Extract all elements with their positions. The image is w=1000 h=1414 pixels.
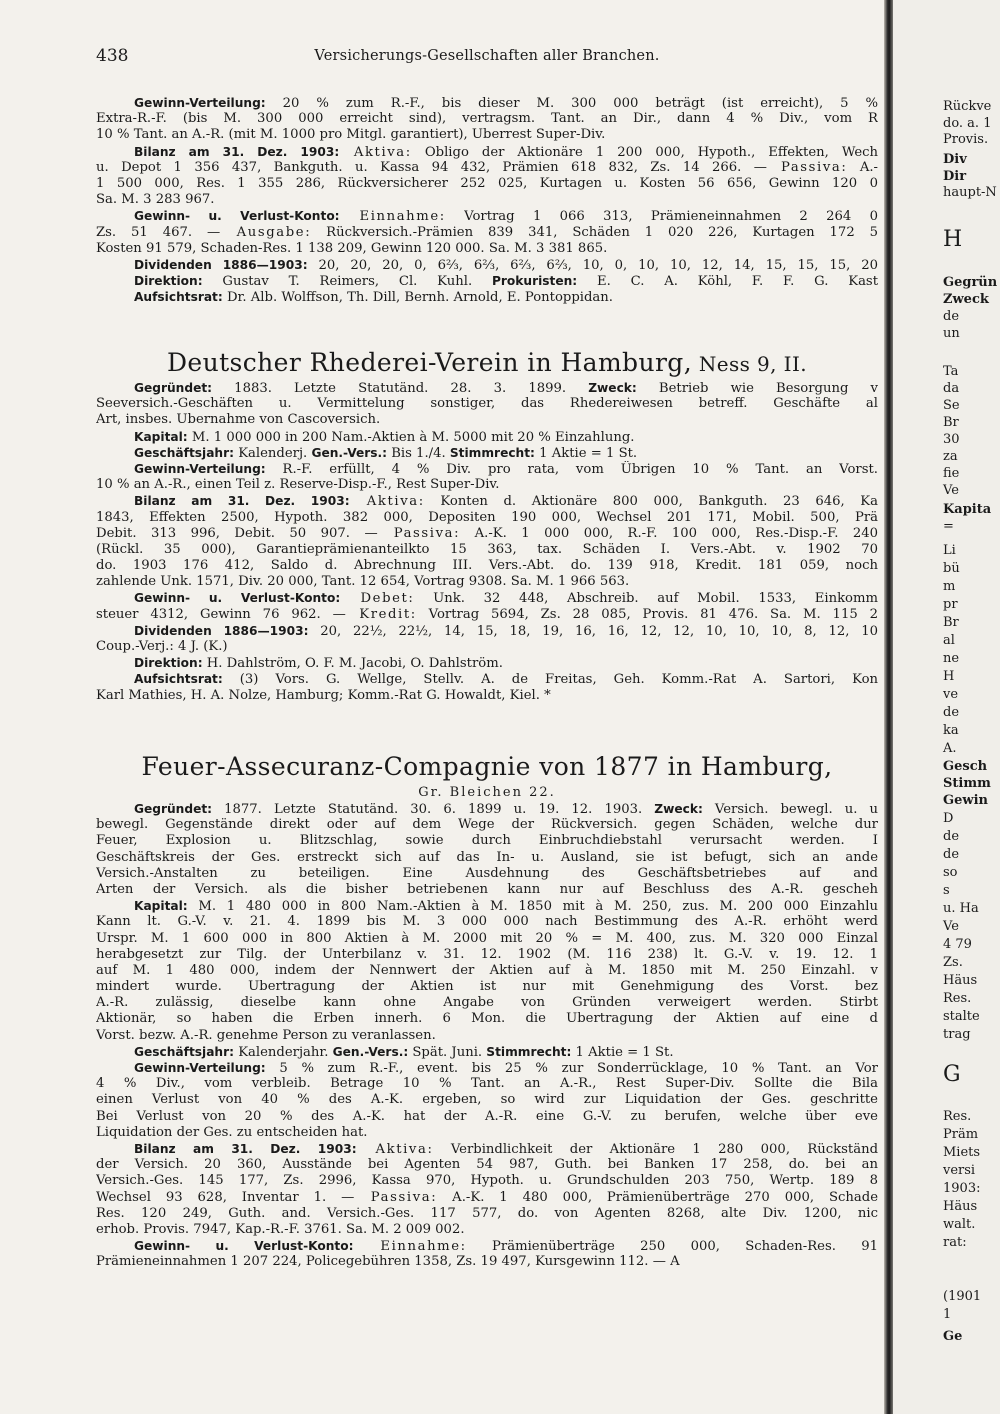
text-line — [96, 801, 878, 817]
field-text: Versich.-Ges. 145 177, Zs. 2996, Kassa 970, Hypoth. u. Grundschulden 203 750, Wertp. 189 8 — [96, 1173, 878, 1189]
text-line — [96, 688, 878, 704]
field-label: Aufsichtsrat: — [134, 672, 223, 687]
company-entry — [96, 752, 878, 1270]
field-label: Prokuristen: — [491, 274, 578, 289]
adjacent-text-fragment: m — [943, 579, 956, 594]
adjacent-text-fragment: Br — [943, 615, 959, 630]
adjacent-text-fragment: Dir — [943, 169, 967, 184]
entry-body — [96, 95, 878, 305]
text-line — [96, 1206, 878, 1222]
field-text: do. 1903 176 412, Saldo d. Abrechnung III. Vers.-Abt. do. 139 918, Kredit. 181 059, noch — [96, 558, 878, 574]
adjacent-text-fragment: Zs. — [943, 955, 963, 970]
field-text: Unk. 32 448, Abschreib. auf Mobil. 1533, Einkomm — [414, 591, 878, 607]
text-line — [96, 461, 878, 477]
field-text: Extra-R.-F. (bis M. 300 000 erreicht sind), vertragsm. Tant. an Dir., dann 4 % Div., vom R — [96, 111, 878, 127]
field-text: bewegl. Gegenstände direkt oder auf dem Wege der Rückversich. gegen Schäden, welche dur — [96, 817, 878, 833]
company-address: Ness 9, II. — [692, 352, 808, 376]
adjacent-text-fragment: Res. — [943, 991, 972, 1006]
text-line — [96, 144, 878, 160]
field-text: Dr. Alb. Wolffson, Th. Dill, Bernh. Arnold, E. Pontoppidan. — [222, 290, 613, 306]
field-text: 1 Aktie = 1 St. — [534, 445, 638, 461]
field-text: E. C. A. Köhl, F. F. G. Kast — [577, 274, 878, 290]
text-line — [96, 380, 878, 396]
field-text: Vortrag 1 066 313, Prämieneinnahmen 2 264 0 — [445, 209, 878, 225]
adjacent-text-fragment: u. Ha — [943, 901, 979, 916]
field-text: Spät. Juni. — [408, 1044, 487, 1060]
field-label: Dividenden 1886—1903: — [134, 623, 309, 638]
adjacent-text-fragment: de — [943, 309, 960, 324]
text-line — [96, 526, 878, 542]
field-text: Bis 1./4. — [387, 445, 450, 461]
adjacent-text-fragment: 1903: — [943, 1181, 981, 1196]
text-line — [96, 160, 878, 176]
field-text: Seeversich.-Geschäften u. Vermittelung sonstiger, das Rhedereiwesen betreff. Geschäfte al — [96, 396, 878, 412]
field-text: A.-K. 1 000 000, R.-F. 100 000, Res.-Disp.-F. 240 — [460, 525, 878, 541]
adjacent-text-fragment: de — [943, 847, 960, 862]
text-line — [96, 273, 878, 289]
text-line — [96, 542, 878, 558]
field-text: 20 % zum R.-F., bis dieser M. 300 000 beträgt (ist erreicht), 5 % — [265, 96, 878, 111]
field-text: Wechsel 93 628, Inventar 1. — — [96, 1189, 355, 1205]
field-text: A.-R. zulässig, dieselbe kann ohne Angabe von Gründen verweigert werden. Stirbt — [96, 995, 878, 1011]
field-text: auf M. 1 480 000, indem der Nennwert der Aktien auf à M. 1850 mit M. 250 Einzahl. v — [96, 962, 878, 978]
field-label: Stimmrecht: — [449, 445, 535, 460]
text-line — [96, 898, 878, 914]
text-line — [96, 127, 878, 143]
field-text: Geschäftskreis der Ges. erstreckt sich auf das In- u. Ausland, sie ist befugt, sich an ande — [96, 849, 878, 865]
field-label: Direktion: — [134, 656, 203, 671]
company-heading — [96, 348, 878, 380]
text-line — [96, 412, 878, 428]
field-text: Res. 120 249, Guth. and. Versich.-Ges. 117 577, do. von Agenten 8268, alte Div. 1200, nic — [96, 1205, 878, 1221]
text-line — [96, 1222, 878, 1238]
field-text: A.-K. 1 480 000, Prämienüberträge 270 000, Schade — [437, 1189, 878, 1205]
adjacent-text-fragment: Häus — [943, 973, 978, 988]
field-text: 10 % an A.-R., einen Teil z. Reserve-Disp.-F., Rest Super-Div. — [96, 477, 500, 493]
adjacent-text-fragment: ve — [943, 687, 959, 702]
text-line — [96, 607, 878, 623]
running-title: Versicherungs-Gesellschaften aller Branchen. — [314, 48, 660, 64]
text-line — [96, 1044, 878, 1060]
account-side-label: Kredit: — [345, 606, 417, 622]
field-text: Kalenderjahr. — [234, 1044, 333, 1060]
company-name: Deutscher Rhederei-Verein in Hamburg, — [166, 348, 693, 377]
adjacent-text-fragment: Häus — [943, 1199, 978, 1214]
text-line — [96, 396, 878, 412]
field-text: Karl Mathies, H. A. Nolze, Hamburg; Komm.-Rat G. Howaldt, Kiel. * — [96, 687, 551, 703]
adjacent-text-fragment: Br — [943, 415, 959, 430]
field-label: Zweck: — [588, 381, 637, 395]
main-column — [96, 0, 878, 1414]
field-text: 1883. Letzte Statutänd. 28. 3. 1899. — [212, 381, 589, 396]
field-text: steuer 4312, Gewinn 76 962. — — [96, 606, 346, 622]
adjacent-text-fragment: de — [943, 705, 960, 720]
text-line — [96, 833, 878, 849]
adjacent-text-fragment: Gewin — [943, 793, 988, 808]
text-line — [96, 477, 878, 493]
field-text: mindert wurde. Übertragung der Aktien ist nur mit Genehmigung des Vorst. bez — [96, 979, 878, 995]
text-line — [96, 208, 878, 224]
text-line — [96, 176, 878, 192]
text-line — [96, 1076, 878, 1092]
field-text: Arten der Versich. als die bisher betriebenen kann nur auf Beschluss des A.-R. gescheh — [96, 881, 878, 897]
field-label: Geschäftsjahr: — [134, 1044, 234, 1059]
field-text: Verbindlichkeit der Aktionäre 1 280 000, Rückständ — [433, 1141, 878, 1157]
field-text: Art, insbes. Übernahme von Cascoversich. — [96, 412, 381, 428]
adjacent-text-fragment: fie — [943, 466, 960, 481]
field-label: Bilanz am 31. Dez. 1903: — [134, 494, 350, 509]
page-header — [96, 46, 878, 76]
text-line — [96, 979, 878, 995]
adjacent-text-fragment: ka — [943, 723, 959, 738]
field-label: Geschäftsjahr: — [134, 445, 234, 460]
field-label: Stimmrecht: — [486, 1044, 572, 1059]
field-label: Kapital: — [134, 899, 188, 914]
field-text: (3) Vors. G. Wellge, Stellv. A. de Freitas, Geh. Komm.-Rat A. Sartori, Kon — [222, 672, 878, 688]
adjacent-text-fragment: Präm — [943, 1127, 979, 1142]
field-text: 1877. Letzte Statutänd. 30. 6. 1899 u. 19. 12. 1903. — [212, 802, 655, 817]
field-text: 10 % Tant. an A.-R. (mit M. 1000 pro Mitgl. garantiert), Überrest Super-Div. — [96, 127, 606, 143]
field-label: Gewinn-Verteilung: — [134, 461, 266, 476]
field-text: H. Dahlström, O. F. M. Jacobi, O. Dahlström. — [202, 656, 503, 672]
text-line — [96, 995, 878, 1011]
field-text: Betrieb wie Besorgung v — [636, 381, 878, 396]
adjacent-text-fragment: D — [943, 811, 954, 826]
text-line — [96, 963, 878, 979]
company-entry-continued — [96, 95, 878, 305]
text-line — [96, 850, 878, 866]
adjacent-text-fragment: walt. — [943, 1217, 976, 1232]
field-text: Gustav T. Reimers, Cl. Kuhl. — [202, 274, 492, 290]
field-text: Kalenderj. — [234, 445, 312, 461]
page-number: 438 — [96, 46, 129, 66]
adjacent-text-fragment: G — [943, 1062, 961, 1087]
field-text: der Versich. 20 360, Ausstände bei Agenten 54 987, Guth. bei Banken 17 258, do. bei an — [96, 1157, 878, 1173]
adjacent-text-fragment: do. a. 1 — [943, 116, 992, 131]
text-line — [96, 510, 878, 526]
field-label: Gewinn- u. Verlust-Konto: — [134, 209, 340, 224]
account-side-label: Einnahme: — [353, 1239, 467, 1255]
adjacent-text-fragment: = — [943, 519, 954, 534]
field-label: Kapital: — [134, 429, 188, 444]
adjacent-text-fragment: stalte — [943, 1009, 980, 1024]
field-text: Kosten 91 579, Schaden-Res. 1 138 209, Gewinn 120 000. Sa. M. 3 381 865. — [96, 240, 608, 256]
adjacent-text-fragment: Li — [943, 543, 956, 558]
account-side-label: Passiva: — [354, 1189, 438, 1205]
field-label: Gewinn- u. Verlust-Konto: — [134, 1239, 354, 1254]
field-label: Dividenden 1886—1903: — [134, 257, 308, 272]
field-label: Gewinn- u. Verlust-Konto: — [134, 591, 341, 606]
adjacent-text-fragment: Miets — [943, 1145, 981, 1160]
field-text: Vorst. bezw. A.-R. genehme Person zu veranlassen. — [96, 1027, 436, 1043]
field-text: A.- — [847, 159, 878, 175]
adjacent-text-fragment: s — [943, 883, 950, 898]
field-text: u. Depot 1 356 437, Bankguth. u. Kassa 94 432, Prämien 618 832, Zs. 14 266. — — [96, 159, 767, 175]
text-line — [96, 1011, 878, 1027]
adjacent-text-fragment: 30 — [943, 432, 960, 447]
account-side-label: Debet: — [340, 591, 415, 607]
text-line — [96, 111, 878, 127]
text-line — [96, 1092, 878, 1108]
field-label: Bilanz am 31. Dez. 1903: — [134, 1141, 357, 1156]
adjacent-text-fragment: un — [943, 326, 960, 341]
text-line — [96, 493, 878, 509]
text-line — [96, 1173, 878, 1189]
adjacent-text-fragment: 4 79 — [943, 937, 972, 952]
adjacent-text-fragment: Div — [943, 152, 967, 167]
field-text: Aktionär, so haben die Erben innerh. 6 Mon. die Übertragung der Aktien auf eine d — [96, 1011, 878, 1027]
adjacent-text-fragment: Res. — [943, 1109, 972, 1124]
field-text: Obligo der Aktionäre 1 200 000, Hypoth., Effekten, Wech — [411, 144, 878, 160]
adjacent-text-fragment: Kapita — [943, 502, 992, 517]
field-text: M. 1 480 000 in 800 Nam.-Aktien à M. 1850 mit à M. 250, zus. M. 200 000 Einzahlu — [187, 899, 878, 915]
adjacent-text-fragment: H — [943, 227, 963, 252]
adjacent-text-fragment: so — [943, 865, 958, 880]
adjacent-text-fragment: Ve — [943, 919, 959, 934]
field-text: 1 500 000, Res. 1 355 286, Rückversicherer 252 025, Kurtagen u. Kosten 56 656, Gewinn 120 0 — [96, 175, 878, 191]
field-text: zahlende Unk. 1571, Div. 20 000, Tant. 12 654, Vortrag 9308. Sa. M. 1 966 563. — [96, 574, 630, 590]
entry-body — [96, 380, 878, 704]
text-line — [96, 241, 878, 257]
text-line — [96, 1190, 878, 1206]
text-line — [96, 257, 878, 273]
field-text: Coup.-Verj.: 4 J. (K.) — [96, 639, 228, 654]
text-line — [96, 1028, 878, 1044]
field-label: Gegründet: — [134, 381, 213, 395]
account-side-label: Aktiva: — [339, 144, 412, 160]
field-label: Gen.-Vers.: — [332, 1044, 409, 1059]
field-text: Prämieneinnahmen 1 207 224, Policegebühren 1358, Zs. 19 497, Kursgewinn 112. — A — [96, 1254, 680, 1270]
field-text: Bei Verlust von 20 % des A.-K. hat der A.-R. eine G.-V. zu berufen, welche über eve — [96, 1108, 878, 1124]
field-text: 1843, Effekten 2500, Hypoth. 382 000, Depositen 190 000, Wechsel 201 171, Mobil. 500, Prä — [96, 509, 878, 525]
field-label: Direktion: — [134, 274, 203, 289]
text-line — [96, 817, 878, 833]
account-side-label: Einnahme: — [339, 209, 446, 225]
field-text: Versich.-Anstalten zu beteiligen. Eine Ausdehnung des Geschäftsbetriebes auf and — [96, 865, 878, 881]
text-line — [96, 289, 878, 305]
field-text: Zs. 51 467. — — [96, 224, 221, 240]
text-line — [96, 574, 878, 590]
company-name: Feuer-Assecuranz-Compagnie von 1877 in Hamburg, — [141, 752, 833, 781]
company-heading — [96, 752, 878, 784]
field-text: Liquidation der Ges. zu entscheiden hat. — [96, 1124, 368, 1140]
adjacent-text-fragment: rat: — [943, 1235, 967, 1250]
field-text: 4 % Div., vom verbleib. Betrage 10 % Tant. an A.-R., Rest Super-Div. Sollte die Bila — [96, 1076, 878, 1092]
field-text: Rückversich.-Prämien 839 341, Schäden 1 020 226, Kurtagen 172 5 — [311, 224, 878, 240]
field-text: R.-F. erfüllt, 4 % Div. pro rata, vom Übrigen 10 % Tant. an Vorst. — [265, 461, 878, 477]
field-text: Konten d. Aktionäre 800 000, Bankguth. 23 646, Ka — [424, 494, 878, 510]
field-text: Urspr. M. 1 600 000 in 800 Aktien à M. 2000 mit 20 % = M. 400, zus. M. 320 000 Einzal — [96, 930, 878, 946]
field-text: einen Verlust von 40 % des A.-K. ergeben, so wird zur Liquidation der Ges. geschritte — [96, 1092, 878, 1108]
text-line — [96, 95, 878, 111]
adjacent-text-fragment: da — [943, 381, 960, 396]
adjacent-text-fragment: Provis. — [943, 132, 989, 147]
field-text: erhob. Provis. 7947, Kap.-R.-F. 3761. Sa. M. 2 009 002. — [96, 1221, 465, 1237]
field-text: Feuer, Explosion u. Blitzschlag, sowie durch Einbruchdiebstahl verursacht werden. I — [96, 833, 878, 849]
field-label: Gewinn-Verteilung: — [134, 1061, 266, 1075]
company-address: Gr. Bleichen 22. — [418, 785, 556, 800]
adjacent-text-fragment: Stimm — [943, 776, 991, 791]
adjacent-text-fragment: za — [943, 449, 958, 464]
text-line — [96, 931, 878, 947]
field-text: Versich. bewegl. u. u — [702, 802, 878, 817]
adjacent-text-fragment: de — [943, 829, 960, 844]
adjacent-text-fragment: al — [943, 633, 955, 648]
adjacent-text-fragment: (1901 — [943, 1289, 982, 1304]
adjacent-text-fragment: H — [943, 669, 955, 684]
text-line — [96, 623, 878, 639]
account-side-label: Passiva: — [766, 159, 848, 175]
page-gutter — [884, 0, 893, 1414]
field-text: Sa. M. 3 283 967. — [96, 192, 215, 208]
text-line — [96, 947, 878, 963]
text-line — [96, 671, 878, 687]
text-line — [96, 429, 878, 445]
text-line — [96, 882, 878, 898]
adjacent-text-fragment: A. — [943, 741, 957, 756]
adjacent-page-fragment — [893, 0, 1000, 1414]
text-line — [96, 1157, 878, 1173]
company-entry — [96, 348, 878, 704]
adjacent-text-fragment: Ta — [943, 364, 959, 379]
field-text: 5 % zum R.-F., event. bis 25 % zur Sonderrücklage, 10 % Tant. an Vor — [265, 1061, 878, 1076]
field-text: 20, 20, 20, 0, 6⅔, 6⅔, 6⅔, 6⅔, 10, 0, 10, 10, 12, 14, 15, 15, 15, 20 — [307, 257, 878, 273]
text-line — [96, 445, 878, 461]
text-line — [96, 1109, 878, 1125]
text-line — [96, 914, 878, 930]
adjacent-text-fragment: Gegrün — [943, 275, 998, 290]
text-line — [96, 1238, 878, 1254]
account-side-label: Aktiva: — [349, 494, 425, 510]
adjacent-text-fragment: Gesch — [943, 759, 988, 774]
adjacent-text-fragment: versi — [943, 1163, 976, 1178]
field-text: Prämienüberträge 250 000, Schaden-Res. 91 — [466, 1239, 878, 1255]
entry-body — [96, 801, 878, 1270]
field-label: Gegründet: — [134, 802, 213, 816]
account-side-label: Passiva: — [377, 525, 461, 541]
text-line — [96, 1254, 878, 1270]
adjacent-text-fragment: Ge — [943, 1329, 963, 1344]
adjacent-text-fragment: trag — [943, 1027, 971, 1042]
field-text: 1 Aktie = 1 St. — [571, 1044, 674, 1060]
field-text: Kann lt. G.-V. v. 21. 4. 1899 bis M. 3 000 000 nach Bestimmung des A.-R. erhöht werd — [96, 914, 878, 930]
account-side-label: Aktiva: — [356, 1141, 434, 1157]
adjacent-text-fragment: bü — [943, 561, 960, 576]
field-text: Vortrag 5694, Zs. 28 085, Provis. 81 476. Sa. M. 115 2 — [416, 606, 878, 622]
text-line — [96, 225, 878, 241]
text-line — [96, 558, 878, 574]
field-label: Zweck: — [654, 802, 703, 816]
field-label: Gen.-Vers.: — [311, 445, 387, 460]
account-side-label: Ausgabe: — [220, 224, 312, 240]
field-label: Gewinn-Verteilung: — [134, 96, 266, 110]
adjacent-text-fragment: ne — [943, 651, 960, 666]
adjacent-text-fragment: 1 — [943, 1307, 952, 1322]
field-text: M. 1 000 000 in 200 Nam.-Aktien à M. 5000 mit 20 % Einzahlung. — [187, 429, 635, 445]
field-label: Aufsichtsrat: — [134, 290, 223, 305]
field-text: (Rückl. 35 000), Garantieprämienanteilkto 15 363, tax. Schäden I. Vers.-Abt. v. 1902 70 — [96, 541, 878, 557]
adjacent-text-fragment: pr — [943, 597, 958, 612]
field-text: herabgesetzt zur Tilg. der Unterbilanz v. 31. 12. 1902 (M. 116 238) lt. G.-V. v. 19. 12. 1 — [96, 946, 878, 962]
text-line — [96, 1125, 878, 1141]
text-line — [96, 192, 878, 208]
adjacent-text-fragment: Ve — [943, 483, 959, 498]
text-line — [96, 1060, 878, 1076]
text-line — [96, 1141, 878, 1157]
field-text: Debit. 313 996, Debit. 50 907. — — [96, 525, 378, 541]
text-line — [96, 866, 878, 882]
text-line — [96, 639, 878, 655]
adjacent-text-fragment: Se — [943, 398, 960, 413]
field-text: 20, 22½, 22½, 14, 15, 18, 19, 16, 16, 12, 12, 10, 10, 10, 8, 12, 10 — [308, 623, 878, 639]
adjacent-text-fragment: Zweck — [943, 292, 989, 307]
text-line — [96, 655, 878, 671]
adjacent-text-fragment: haupt-N — [943, 185, 997, 200]
field-label: Bilanz am 31. Dez. 1903: — [134, 144, 340, 159]
text-line — [96, 590, 878, 606]
adjacent-text-fragment: Rückve — [943, 99, 992, 114]
